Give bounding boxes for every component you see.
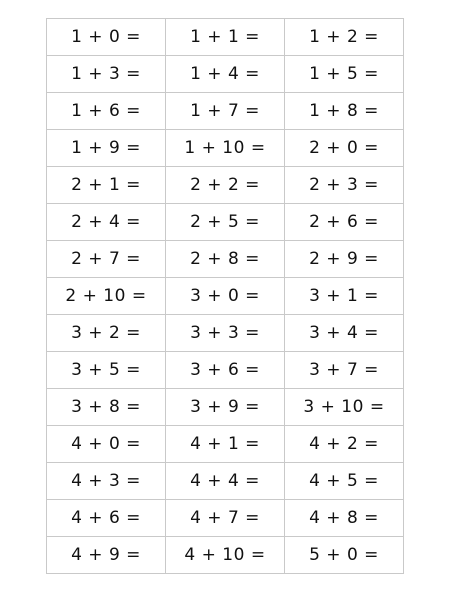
equation-cell: 5 + 0 = [285, 537, 404, 574]
equation-cell: 1 + 10 = [166, 130, 285, 167]
equation-cell: 3 + 10 = [285, 389, 404, 426]
equation-cell: 3 + 5 = [47, 352, 166, 389]
equation-cell: 2 + 0 = [285, 130, 404, 167]
equation-cell: 4 + 9 = [47, 537, 166, 574]
worksheet-row [47, 426, 404, 463]
equation-cell: 2 + 8 = [166, 241, 285, 278]
equation-cell: 1 + 2 = [285, 19, 404, 56]
worksheet-row [47, 19, 404, 56]
worksheet-row [47, 315, 404, 352]
equation-cell: 4 + 8 = [285, 500, 404, 537]
equation-cell: 2 + 9 = [285, 241, 404, 278]
worksheet-row [47, 241, 404, 278]
addition-worksheet-table [46, 18, 404, 574]
equation-cell: 1 + 3 = [47, 56, 166, 93]
equation-cell: 4 + 2 = [285, 426, 404, 463]
equation-cell: 3 + 9 = [166, 389, 285, 426]
worksheet-row [47, 500, 404, 537]
equation-cell: 4 + 0 = [47, 426, 166, 463]
equation-cell: 1 + 7 = [166, 93, 285, 130]
equation-cell: 4 + 4 = [166, 463, 285, 500]
worksheet-row [47, 204, 404, 241]
worksheet-row [47, 278, 404, 315]
worksheet-row [47, 130, 404, 167]
equation-cell: 2 + 1 = [47, 167, 166, 204]
equation-cell: 1 + 4 = [166, 56, 285, 93]
equation-cell: 4 + 3 = [47, 463, 166, 500]
equation-cell: 1 + 6 = [47, 93, 166, 130]
equation-cell: 3 + 0 = [166, 278, 285, 315]
equation-cell: 1 + 1 = [166, 19, 285, 56]
equation-cell: 4 + 10 = [166, 537, 285, 574]
equation-cell: 2 + 3 = [285, 167, 404, 204]
equation-cell: 1 + 8 = [285, 93, 404, 130]
worksheet-row [47, 389, 404, 426]
equation-cell: 3 + 6 = [166, 352, 285, 389]
equation-cell: 4 + 5 = [285, 463, 404, 500]
worksheet-row [47, 463, 404, 500]
worksheet-row [47, 56, 404, 93]
equation-cell: 3 + 7 = [285, 352, 404, 389]
equation-cell: 4 + 1 = [166, 426, 285, 463]
equation-cell: 2 + 2 = [166, 167, 285, 204]
equation-cell: 4 + 6 = [47, 500, 166, 537]
equation-cell: 4 + 7 = [166, 500, 285, 537]
equation-cell: 2 + 10 = [47, 278, 166, 315]
equation-cell: 3 + 4 = [285, 315, 404, 352]
equation-cell: 3 + 3 = [166, 315, 285, 352]
worksheet-row [47, 352, 404, 389]
equation-cell: 2 + 4 = [47, 204, 166, 241]
worksheet-row [47, 93, 404, 130]
equation-cell: 2 + 5 = [166, 204, 285, 241]
equation-cell: 3 + 1 = [285, 278, 404, 315]
equation-cell: 3 + 8 = [47, 389, 166, 426]
equation-cell: 2 + 7 = [47, 241, 166, 278]
equation-cell: 1 + 0 = [47, 19, 166, 56]
worksheet-body [47, 19, 404, 574]
equation-cell: 1 + 5 = [285, 56, 404, 93]
worksheet-row [47, 537, 404, 574]
equation-cell: 1 + 9 = [47, 130, 166, 167]
equation-cell: 2 + 6 = [285, 204, 404, 241]
equation-cell: 3 + 2 = [47, 315, 166, 352]
worksheet-row [47, 167, 404, 204]
